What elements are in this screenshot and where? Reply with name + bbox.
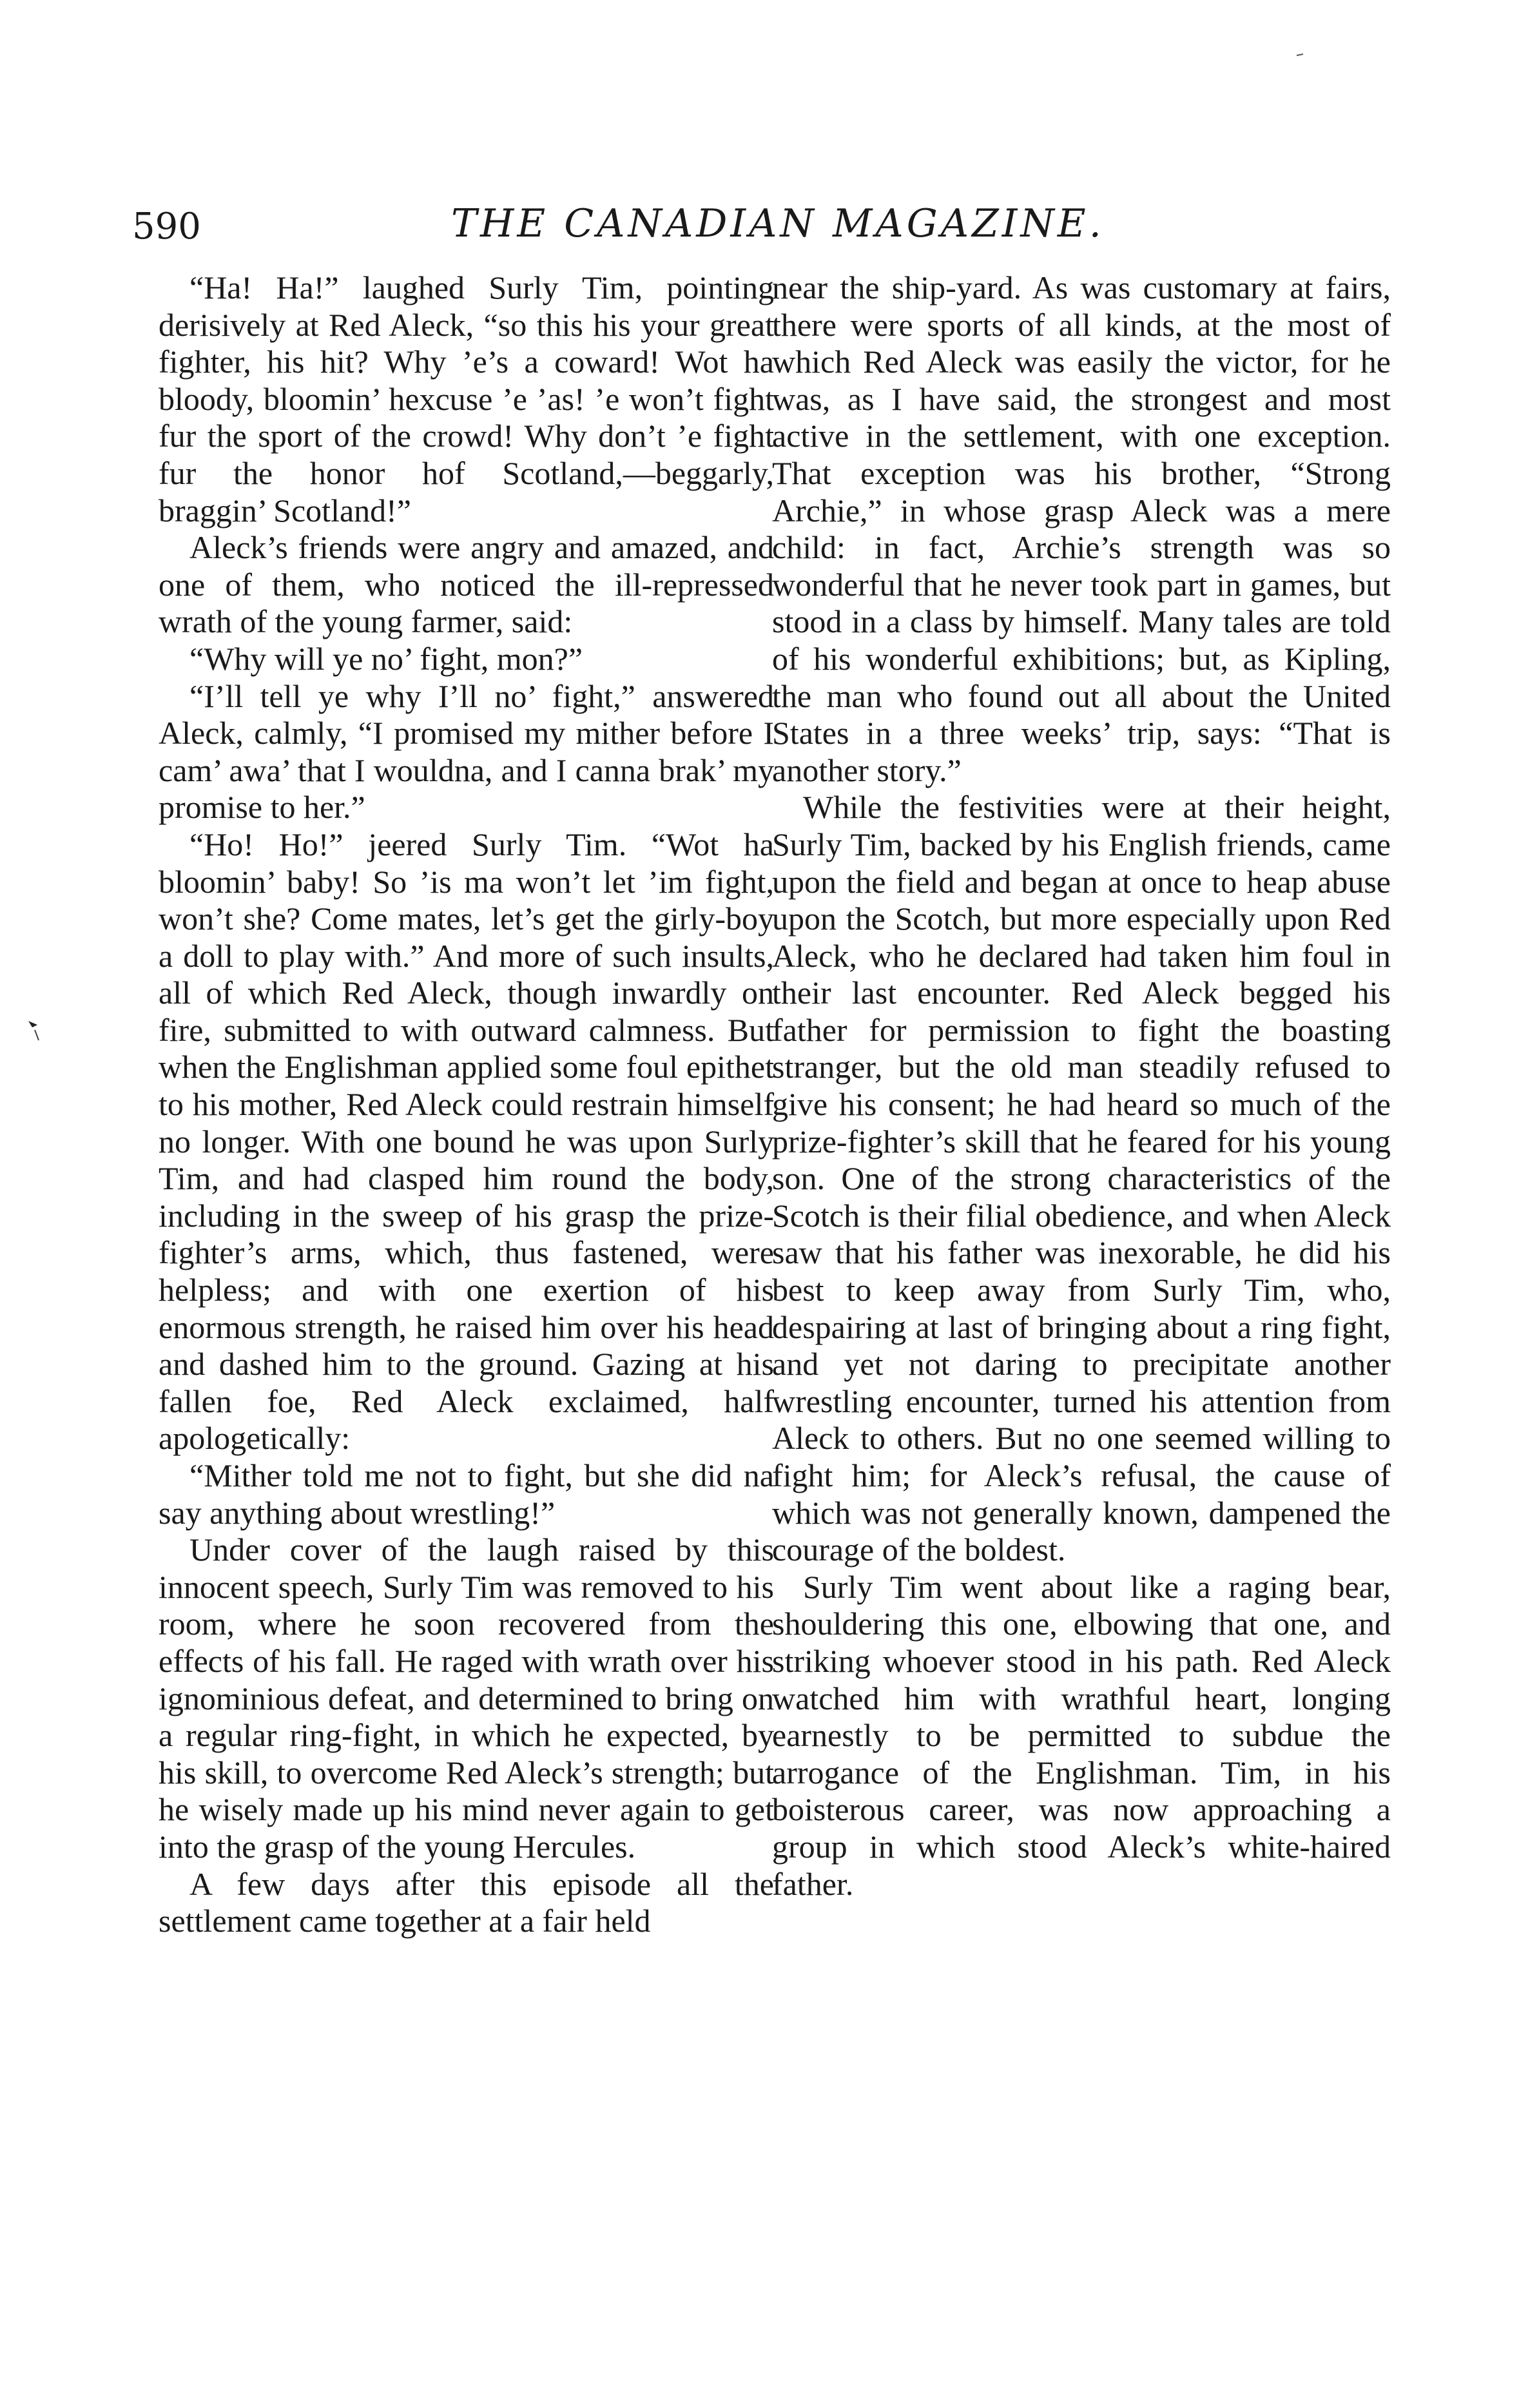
paragraph: While the festivities were at their height, Surly Tim, backed by his English friends, came upon the field and began at once to heap abuse upon the Scotch, but more especially upon Red Aleck, who he declared had taken him foul in their last encounter. Red Aleck begged his father for permission to fight the boasting stranger, but the old man steadily refused to give his consent; he had heard so much of the prize-fighter’s skill that he feared for his young son. One of the strong characteristics of the Scotch is their filial obedience, and when Aleck saw that his father was inexorable, he did his best to keep away from Surly Tim, who, despairing at last of bringing about a ring fight, and yet not daring to precipitate another wrestling encounter, turned his attention from Aleck to others. But no one seemed willing to fight him; for Aleck’s refusal, the cause of which was not generally known, dampened the courage of the boldest. (772, 789, 1391, 1568)
right-column (772, 269, 1391, 1903)
paragraph: “Ha! Ha!” laughed Surly Tim, pointing derisively at Red Aleck, “so this his your great fighter, his hit? Why ’e’s a coward! Wot ha bloody, bloomin’ hexcuse ’e ’as! ’e won’t fight fur the sport of the crowd! Why don’t ’e fight fur the honor hof Scotland,—beggarly, braggin’ Scotland!” (159, 269, 774, 529)
paragraph: near the ship-yard. As was customary at fairs, there were sports of all kinds, at the most of which Red Aleck was easily the victor, for he was, as I have said, the strongest and most active in the settlement, with one exception. That exception was his brother, “Strong Archie,” in whose grasp Aleck was a mere child: in fact, Archie’s strength was so wonderful that he never took part in games, but stood in a class by himself. Many tales are told of his wonderful exhibitions; but, as Kipling, the man who found out all about the United States in a three weeks’ trip, says: “That is another story.” (772, 269, 1391, 788)
paragraph: “I’ll tell ye why I’ll no’ fight,” answered Aleck, calmly, “I promised my mither before I cam’ awa’ that I wouldna, and I canna brak’ my promise to her.” (159, 677, 774, 826)
ink-speck-mark (1295, 52, 1306, 58)
paragraph: “Why will ye no’ fight, mon?” (189, 640, 583, 677)
ink-speck-mark (26, 1018, 45, 1044)
running-title: THE CANADIAN MAGAZINE. (451, 201, 1105, 246)
paragraph: Surly Tim went about like a raging bear, shouldering this one, elbowing that one, and striking whoever stood in his path. Red Aleck watched him with wrathful heart, longing earnestly to be permitted to subdue the arrogance of the Englishman. Tim, in his boisterous career, was now approaching a group in which stood Aleck’s white-haired father. (772, 1568, 1391, 1902)
page-number: 590 (132, 206, 201, 248)
paragraph: A few days after this episode all the settlement came together at a fair held (159, 1865, 774, 1939)
left-column (159, 269, 774, 1940)
paragraph: Under cover of the laugh raised by this innocent speech, Surly Tim was removed to his room, where he soon recovered from the effects of his fall. He raged with wrath over his ignominious defeat, and determined to bring on a regular ring-fight, in which he expected, by his skill, to overcome Red Aleck’s strength; but he wisely made up his mind never again to get into the grasp of the young Hercules. (159, 1531, 774, 1865)
paragraph: “Mither told me not to fight, but she did na say anything about wrestling!” (159, 1457, 774, 1531)
paragraph: “Ho! Ho!” jeered Surly Tim. “Wot ha bloomin’ baby! So ’is ma won’t let ’im fight, won’t she? Come mates, let’s get the girly-boy a doll to play with.” And more of such insults, all of which Red Aleck, though inwardly on fire, submitted to with outward calmness. But when the Englishman applied some foul epithet to his mother, Red Aleck could restrain himself no longer. With one bound he was upon Surly Tim, and had clasped him round the body, including in the sweep of his grasp the prize-fighter’s arms, which, thus fastened, were helpless; and with one exertion of his enormous strength, he raised him over his head and dashed him to the ground. Gazing at his fallen foe, Red Aleck exclaimed, half apologetically: (159, 826, 774, 1457)
paragraph: Aleck’s friends were angry and amazed, and one of them, who noticed the ill-repressed wrath of the young farmer, said: (159, 529, 774, 640)
